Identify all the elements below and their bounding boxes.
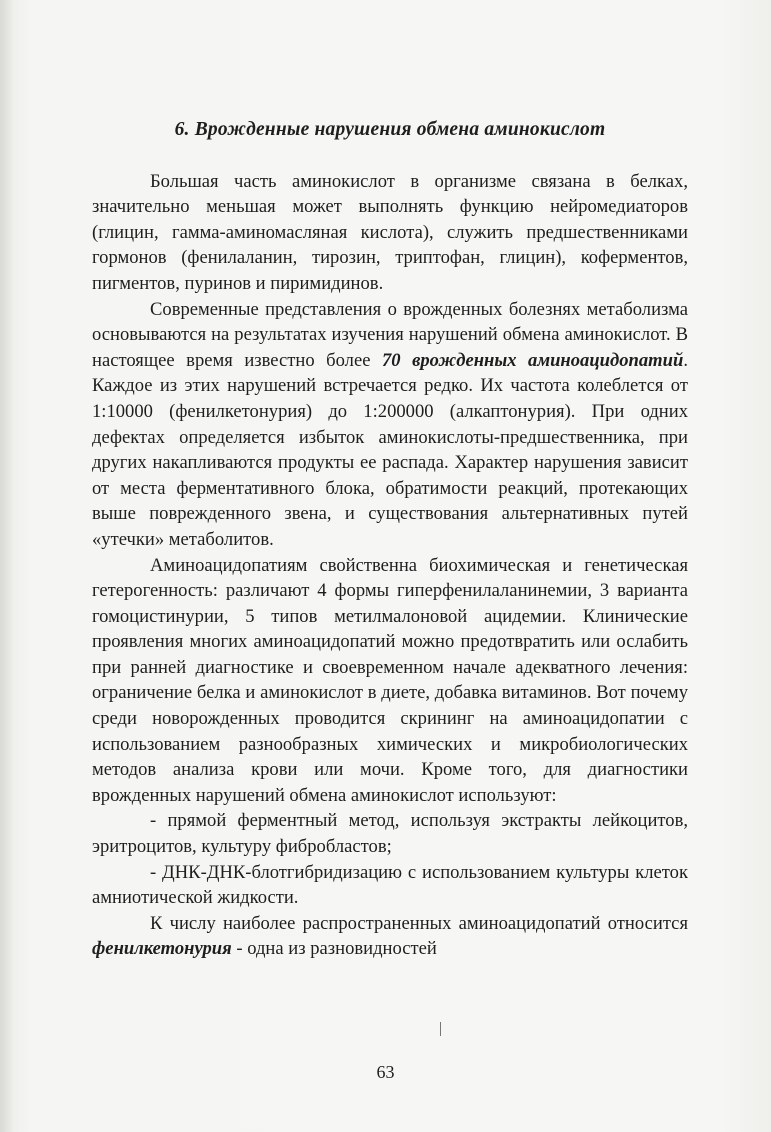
- paragraph-2-part-a: Современные представления о врожденных болезнях метаболизма основываются на результатах изучения нарушений обмена аминокислот. В настоящее время известно более: [92, 298, 688, 371]
- paragraph-4-part-a: К числу наиболее распространенных аминоацидопатий относится: [150, 912, 688, 934]
- paragraph-2: [92, 297, 688, 553]
- paragraph-1: Большая часть аминокислот в организме связана в белках, значительно меньшая может выполнять функцию нейромедиаторов (глицин, гамма-аминомасляная кислота), служить предшественниками гормонов (фенилаланин, тирозин, триптофан, глицин), коферментов, пигментов, пуринов и пиримидинов.: [92, 170, 688, 294]
- paragraph-3: Аминоацидопатиям свойственна биохимическая и генетическая гетерогенность: различают 4 формы гиперфенилаланинемии, 3 варианта гомоцистинурии, 5 типов метилмалоновой ацидемии. Клинические проявления многих аминоацидопатий можно предотвратить или ослабить при ранней диагностике и своевременном начале адекватного лечения: ограничение белка и аминокислот в диете, добавка витаминов. Вот почему среди новорожденных проводится скрининг на аминоацидопатии с использованием разнообразных химических и микробиологических методов анализа крови или мочи. Кроме того, для диагностики врожденных нарушений обмена аминокислот используют:: [92, 554, 688, 806]
- page-content: [92, 117, 688, 962]
- page-number: 63: [376, 1062, 395, 1082]
- paragraph-4: [92, 911, 688, 962]
- paragraph-2-part-b: . Каждое из этих нарушений встречается редко. Их частота колеблется от 1:10000 (фенилкетонурия) до 1:200000 (алкаптонурия). При одних дефектах определяется избыток аминокислоты-предшественника, при других накапливаются продукты ее распада. Характер нарушения зависит от места ферментативного блока, обратимости реакций, протекающих выше поврежденного звена, и существования альтернативных путей «утечки» метаболитов.: [92, 349, 688, 550]
- paragraph-4-part-b: - одна из разновидностей: [231, 938, 437, 960]
- paragraph-2-emphasis: 70 врожденных аминоацидопатий: [381, 349, 684, 371]
- section-title: 6. Врожденные нарушения обмена аминокислот: [174, 119, 606, 140]
- list-item-2: - ДНК-ДНК-блотгибридизацию с использованием культуры клеток амниотической жидкости.: [92, 861, 688, 909]
- list-item-1: - прямой ферментный метод, используя экстракты лейкоцитов, эритроцитов, культуру фибробластов;: [92, 810, 688, 858]
- page-edge-shadow: [0, 0, 14, 1132]
- scan-mark: [440, 1022, 441, 1036]
- paragraph-4-emphasis: фенилкетонурия: [92, 938, 232, 960]
